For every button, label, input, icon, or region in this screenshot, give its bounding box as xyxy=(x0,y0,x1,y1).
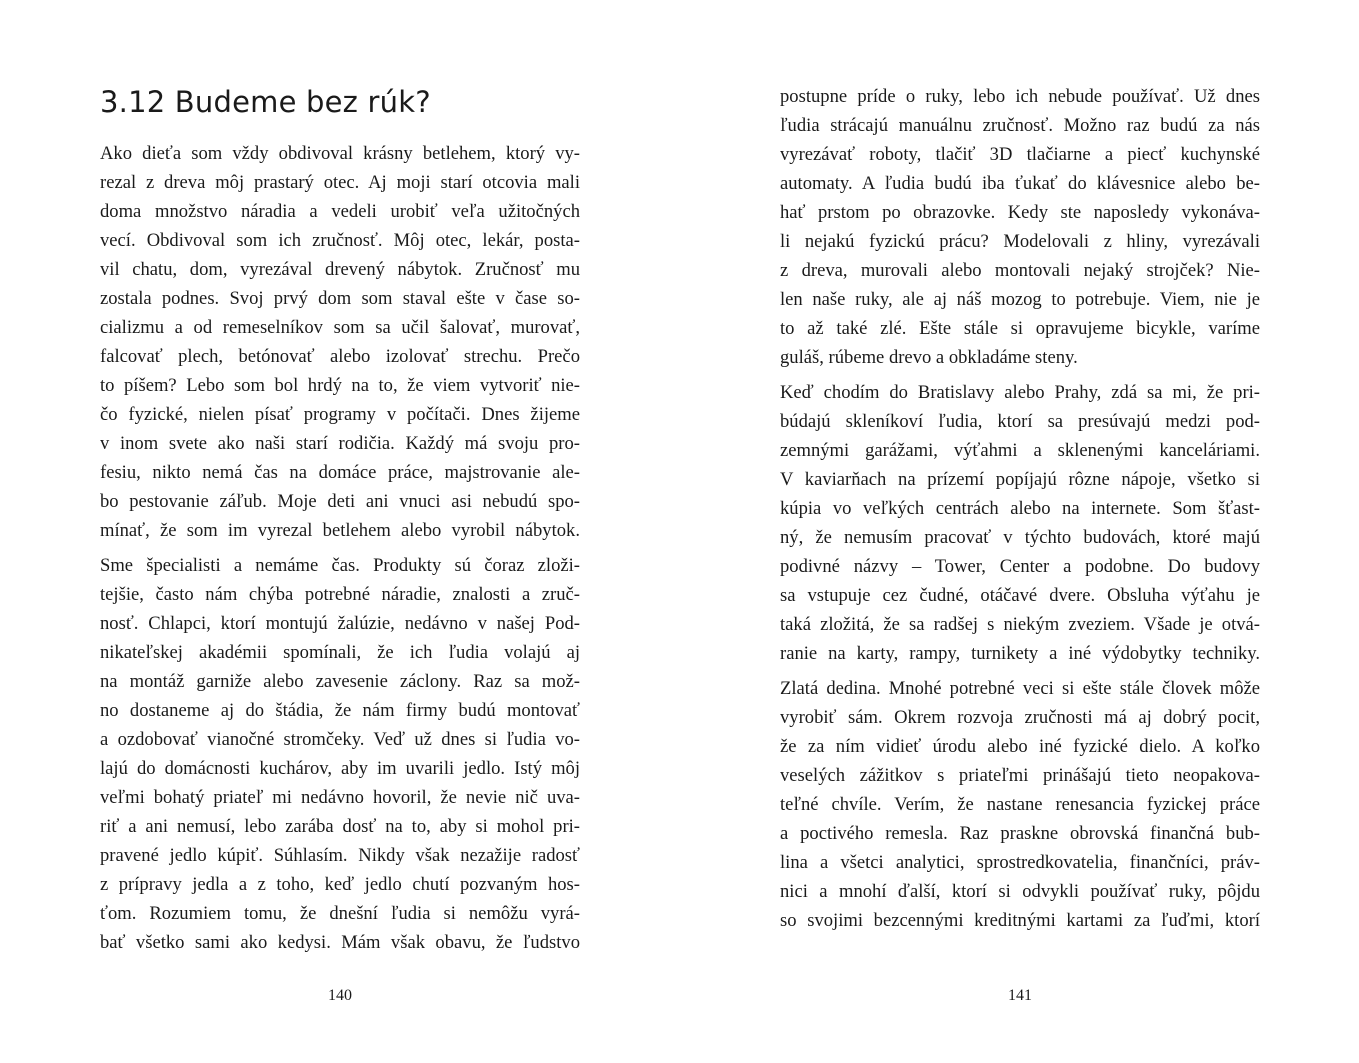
text-line: a ozdobovať vianočné stromčeky. Veď už dnes si ľudia vo- xyxy=(100,729,580,750)
right-body-text xyxy=(780,82,1260,935)
text-line: teľné chvíle. Verím, že nastane renesancia fyzickej práce xyxy=(780,794,1260,815)
text-line: li nejakú fyzickú prácu? Modelovali z hliny, vyrezávali xyxy=(780,231,1260,252)
text-line: nikateľskej akadémii spomínali, že ich ľudia volajú aj xyxy=(100,642,580,663)
text-line: sa vstupuje cez čudné, otáčavé dvere. Obsluha výťahu je xyxy=(780,585,1260,606)
text-line: ťom. Rozumiem tomu, že dnešní ľudia si nemôžu vyrá- xyxy=(100,903,580,924)
text-line: hať prstom po obrazovke. Kedy ste naposledy vykonáva- xyxy=(780,202,1260,223)
paragraph-1 xyxy=(100,139,580,545)
text-line: so svojimi bezcennými kreditnými kartami za ľuďmi, ktorí xyxy=(780,910,1260,931)
text-line: cializmu a od remeselníkov som sa učil šalovať, murovať, xyxy=(100,317,580,338)
text-line: ný, že nemusím pracovať v týchto budovách, ktoré majú xyxy=(780,527,1260,548)
text-line: a poctivého remesla. Raz praskne obrovská finančná bub- xyxy=(780,823,1260,844)
text-line: ranie na karty, rampy, turnikety a iné výdobytky techniky. xyxy=(780,643,1260,664)
text-line: že za ním vidieť úrodu alebo iné fyzické dielo. A koľko xyxy=(780,736,1260,757)
paragraph-5 xyxy=(780,674,1260,935)
text-line: podivné názvy – Tower, Center a podobne. Do budovy xyxy=(780,556,1260,577)
text-line: guláš, rúbeme drevo a obkladáme steny. xyxy=(780,347,1078,368)
text-line: ľudia strácajú manuálnu zručnosť. Možno raz budú za nás xyxy=(780,115,1260,136)
text-line: to píšem? Lebo som bol hrdý na to, že viem vytvoriť nie- xyxy=(100,375,580,396)
text-line: V kaviarňach na prízemí popíjajú rôzne nápoje, všetko si xyxy=(780,469,1260,490)
text-line: búdajú skleníkoví ľudia, ktorí sa presúvajú medzi pod- xyxy=(780,411,1260,432)
text-line: nosť. Chlapci, ktorí montujú žalúzie, nedávno v našej Pod- xyxy=(100,613,580,634)
paragraph-3 xyxy=(780,82,1260,372)
text-line: v inom svete ako naši starí rodičia. Každý má svoju pro- xyxy=(100,433,580,454)
text-line: mínať, že som im vyrezal betlehem alebo vyrobil nábytok. xyxy=(100,520,580,541)
text-line: taká zložitá, že sa radšej s niekým zveziem. Všade je otvá- xyxy=(780,614,1260,635)
text-line: Ako dieťa som vždy obdivoval krásny betlehem, ktorý vy- xyxy=(100,143,580,164)
text-line: lajú do domácnosti kuchárov, aby im uvarili jedlo. Istý môj xyxy=(100,758,580,779)
text-line: lina a všetci analytici, sprostredkovatelia, finančníci, práv- xyxy=(780,852,1260,873)
text-line: zemnými garážami, výťahmi a sklenenými kanceláriami. xyxy=(780,440,1260,461)
text-line: na montáž garniže alebo zavesenie záclony. Raz sa mož- xyxy=(100,671,580,692)
text-line: vil chatu, dom, vyrezával drevený nábytok. Zručnosť mu xyxy=(100,259,580,280)
text-line: postupne príde o ruky, lebo ich nebude používať. Už dnes xyxy=(780,86,1260,107)
text-line: fesiu, nikto nemá čas na domáce práce, majstrovanie ale- xyxy=(100,462,580,483)
text-line: Keď chodím do Bratislavy alebo Prahy, zdá sa mi, že pri- xyxy=(780,382,1260,403)
text-line: veľmi bohatý priateľ mi nedávno hovoril, že nevie nič uva- xyxy=(100,787,580,808)
text-line: doma množstvo náradia a vedeli urobiť veľa užitočných xyxy=(100,201,580,222)
paragraph-2 xyxy=(100,551,580,957)
text-line: veselých zážitkov s priateľmi prinášajú tieto neopakova- xyxy=(780,765,1260,786)
text-line: len naše ruky, ale aj náš mozog to potrebuje. Viem, nie je xyxy=(780,289,1260,310)
text-line: to až také zlé. Ešte stále si opravujeme bicykle, varíme xyxy=(780,318,1260,339)
text-line: pravené jedlo kúpiť. Súhlasím. Nikdy však nezažije radosť xyxy=(100,845,580,866)
text-line: zostala podnes. Svoj prvý dom som staval ešte v čase so- xyxy=(100,288,580,309)
text-line: z dreva, murovali alebo montovali nejaký strojček? Nie- xyxy=(780,260,1260,281)
text-line: vyrezávať roboty, tlačiť 3D tlačiarne a piecť kuchynské xyxy=(780,144,1260,165)
text-line: nici a mnohí ďalší, ktorí si odvykli používať ruky, pôjdu xyxy=(780,881,1260,902)
text-line: tejšie, často nám chýba potrebné náradie, znalosti a zruč- xyxy=(100,584,580,605)
page-number: 140 xyxy=(328,987,352,1004)
text-line: vyrobiť sám. Okrem rozvoja zručnosti má aj dobrý pocit, xyxy=(780,707,1260,728)
text-line: no dostaneme aj do štádia, že nám firmy budú montovať xyxy=(100,700,580,721)
chapter-title: 3.12 Budeme bez rúk? xyxy=(100,85,431,119)
text-line: bať všetko sami ako kedysi. Mám však obavu, že ľudstvo xyxy=(100,932,580,953)
right-page xyxy=(780,0,1260,1063)
page-number: 141 xyxy=(1008,987,1032,1004)
text-line: falcovať plech, betónovať alebo izolovať strechu. Prečo xyxy=(100,346,580,367)
text-line: Sme špecialisti a nemáme čas. Produkty sú čoraz zloži- xyxy=(100,555,580,576)
left-page xyxy=(100,0,580,1063)
text-line: automaty. A ľudia budú iba ťukať do klávesnice alebo be- xyxy=(780,173,1260,194)
text-line: Zlatá dedina. Mnohé potrebné veci si ešte stále človek môže xyxy=(780,678,1260,699)
text-line: bo pestovanie záľub. Moje deti ani vnuci asi nebudú spo- xyxy=(100,491,580,512)
left-body-text xyxy=(100,139,580,957)
text-line: čo fyzické, nielen písať programy v počítači. Dnes žijeme xyxy=(100,404,580,425)
text-line: z prípravy jedla a z toho, keď jedlo chutí pozvaným hos- xyxy=(100,874,580,895)
text-line: vecí. Obdivoval som ich zručnosť. Môj otec, lekár, posta- xyxy=(100,230,580,251)
text-line: rezal z dreva môj prastarý otec. Aj moji starí otcovia mali xyxy=(100,172,580,193)
paragraph-4 xyxy=(780,378,1260,668)
text-line: kúpia vo veľkých centrách alebo na internete. Som šťast- xyxy=(780,498,1260,519)
text-line: riť a ani nemusí, lebo zarába dosť na to, aby si mohol pri- xyxy=(100,816,580,837)
